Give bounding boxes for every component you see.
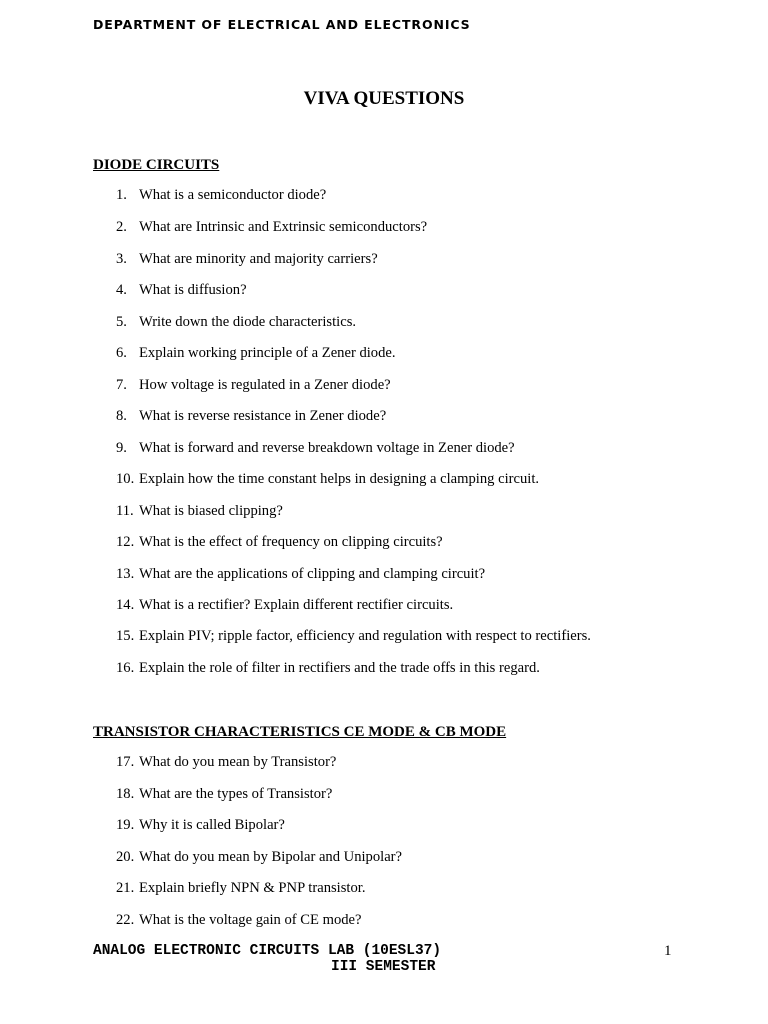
question-text: Write down the diode characteristics. (139, 314, 357, 330)
question-text: Explain working principle of a Zener diode. (139, 345, 396, 361)
list-item (116, 754, 336, 771)
list-item (116, 408, 386, 425)
question-text: What is the effect of frequency on clipping circuits? (139, 534, 443, 550)
question-text: What are the applications of clipping and clamping circuit? (139, 566, 486, 582)
question-text: What are minority and majority carriers? (139, 251, 378, 267)
question-number: 14. (116, 597, 135, 613)
question-text: What is a rectifier? Explain different rectifier circuits. (139, 597, 454, 613)
list-item (116, 187, 326, 204)
question-text: Explain how the time constant helps in designing a clamping circuit. (139, 471, 540, 487)
question-text: Why it is called Bipolar? (139, 817, 285, 833)
question-text: What is forward and reverse breakdown voltage in Zener diode? (139, 440, 515, 456)
question-number: 6. (116, 345, 127, 361)
list-item (116, 534, 443, 551)
question-text: What are the types of Transistor? (139, 786, 333, 802)
list-item (116, 314, 356, 331)
question-number: 1. (116, 187, 127, 203)
page-number: 1 (664, 943, 672, 959)
list-item (116, 503, 283, 520)
list-item (116, 786, 332, 803)
list-item (116, 282, 247, 299)
question-text: What are Intrinsic and Extrinsic semiconductors? (139, 219, 428, 235)
list-item (116, 660, 540, 677)
footer-semester: III SEMESTER (331, 959, 436, 975)
question-number: 13. (116, 566, 135, 582)
question-text: What is a semiconductor diode? (139, 187, 327, 203)
question-number: 16. (116, 660, 135, 676)
list-item (116, 471, 539, 488)
question-number: 10. (116, 471, 135, 487)
question-number: 15. (116, 628, 135, 644)
question-number: 5. (116, 314, 127, 330)
question-number: 19. (116, 817, 135, 833)
question-number: 3. (116, 251, 127, 267)
list-item (116, 566, 485, 583)
question-number: 18. (116, 786, 135, 802)
question-number: 17. (116, 754, 135, 770)
question-text: Explain briefly NPN & PNP transistor. (139, 880, 366, 896)
list-item (116, 440, 515, 457)
list-item (116, 628, 591, 645)
list-item (116, 912, 362, 929)
list-item (116, 849, 402, 866)
question-text: What is reverse resistance in Zener diode? (139, 408, 387, 424)
section-heading-diode-circuits: DIODE CIRCUITS (93, 157, 220, 173)
list-item (116, 597, 453, 614)
question-number: 2. (116, 219, 127, 235)
question-text: What do you mean by Bipolar and Unipolar? (139, 849, 403, 865)
list-item (116, 377, 391, 394)
list-item (116, 219, 427, 236)
question-text: What is the voltage gain of CE mode? (139, 912, 362, 928)
footer-course-title: ANALOG ELECTRONIC CIRCUITS LAB (10ESL37) (93, 943, 442, 959)
list-item (116, 880, 365, 897)
page-title: VIVA QUESTIONS (303, 88, 465, 109)
question-text: What is biased clipping? (139, 503, 283, 519)
question-number: 9. (116, 440, 127, 456)
question-number: 4. (116, 282, 127, 298)
question-number: 22. (116, 912, 135, 928)
question-number: 7. (116, 377, 127, 393)
list-item (116, 345, 396, 362)
question-number: 21. (116, 880, 135, 896)
question-text: Explain the role of filter in rectifiers and the trade offs in this regard. (139, 660, 540, 676)
question-text: How voltage is regulated in a Zener diode? (139, 377, 391, 393)
list-item (116, 251, 378, 268)
question-number: 12. (116, 534, 135, 550)
question-text: What do you mean by Transistor? (139, 754, 337, 770)
question-number: 8. (116, 408, 127, 424)
section-heading-transistor-characteristics: TRANSISTOR CHARACTERISTICS CE MODE & CB MODE (93, 724, 507, 740)
question-number: 20. (116, 849, 135, 865)
question-number: 11. (116, 503, 134, 519)
department-header: DEPARTMENT OF ELECTRICAL AND ELECTRONICS (93, 17, 471, 32)
question-text: Explain PIV; ripple factor, efficiency and regulation with respect to rectifiers. (139, 628, 591, 644)
question-text: What is diffusion? (139, 282, 247, 298)
list-item (116, 817, 285, 834)
